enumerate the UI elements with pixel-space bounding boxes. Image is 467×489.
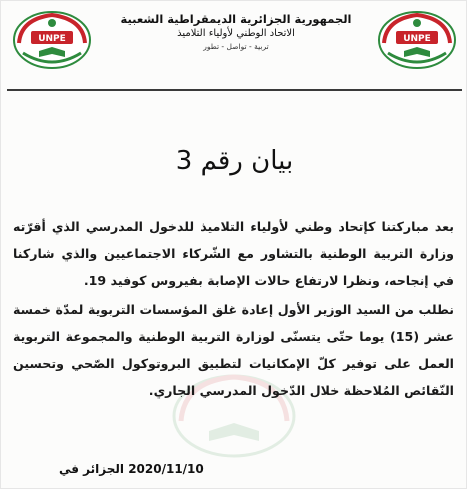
letterhead-text <box>111 11 361 53</box>
unpe-logo-left <box>11 9 93 71</box>
date-place: الجزائر في <box>59 462 124 476</box>
country-name: الجمهورية الجزائرية الديمقراطية الشعبية <box>120 12 352 26</box>
header-divider <box>7 89 462 91</box>
date-value: 2020/11/10 <box>128 462 204 476</box>
organization-name: الاتحاد الوطني لأولياء التلاميذ <box>177 28 295 39</box>
svg-text:UNPE: UNPE <box>403 34 431 44</box>
paragraph-2: نطلب من السيد الوزير الأول إعادة غلق المؤسسات التربوية لمدّة خمسة عشر (15) يوما حتّى يتسنّى لوزارة التربية الوطنية والمجموعة التربوية العمل على توفير كلّ الإمكانيات لتطبيق البروتوكول الصّحي وتحسين النّقائص المُلاحظة خلال الدّخول المدرسي الجاري. <box>13 302 454 398</box>
statement-title: بيان رقم 3 <box>175 146 294 176</box>
unpe-logo-right <box>376 9 458 71</box>
svg-text:UNPE: UNPE <box>38 34 66 44</box>
statement-body <box>13 213 454 404</box>
letterhead <box>1 1 467 83</box>
organization-motto: تربية - تواصل - تطور <box>203 42 269 51</box>
paragraph-1: بعد مباركتنا كإتحاد وطني لأولياء التلاميذ للدخول المدرسي الذي أقرّته وزارة التربية الوطنية بالتشاور مع الشّركاء الاجتماعيين والذي شاركنا في إنجاحه، ونظرا لارتفاع حالات الإصابة بفيروس كوفيد 19. <box>13 219 454 288</box>
date-line <box>59 462 259 476</box>
